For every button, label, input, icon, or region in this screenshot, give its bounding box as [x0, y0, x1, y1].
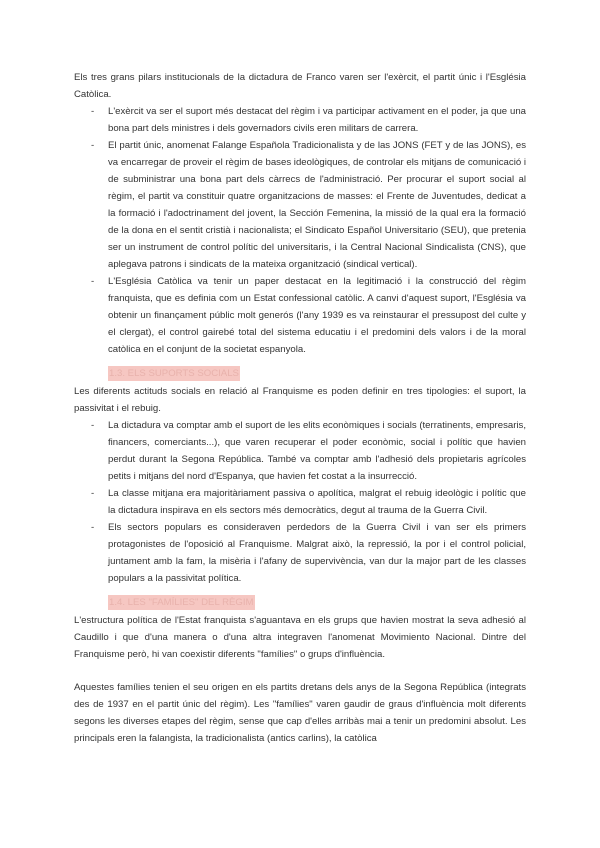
section-14-paragraph-1: L'estructura política de l'Estat franquista s'aguantava en els grups que havien mostrat la seva adhesió al Caudillo i que d'una manera o d'una altra integraven l'anomenat Movimiento Nacional. Dintre del Franquisme però, hi van coexistir diferents "famílies" o grups d'influència. — [74, 615, 526, 660]
section-heading-wrap — [74, 365, 526, 382]
section-13-intro: Les diferents actituds socials en relació al Franquisme es poden definir en tres tipologies: el suport, la passivitat i el rebuig. — [74, 386, 526, 414]
section-14-paragraph-2: Aquestes famílies tenien el seu origen en els partits dretans dels anys de la Segona República (integrats des de 1937 en el partit únic del règim). Les "famílies" varen gaudir de graus d'influència molt diferents segons les diverses etapes del règim, sense que cap d'elles arribàs mai a tenir un predomini absolut. Les principals eren la falangista, la tradicionalista (antics carlins), la catòlica — [74, 682, 526, 744]
list-item: - L'Església Catòlica va tenir un paper destacat en la legitimació i la construcció del règim franquista, que es definia com un Estat confessional catòlic. A canvi d'aquest suport, l'Església va obtenir un finançament públic molt generós (l'any 1939 es va reinstaurar el pressupost del culte y el clergat), el control gairebé total del sistema educatiu i el predomini dels valors i de la moral catòlica en el conjunt de la societat espanyola. — [74, 273, 526, 358]
pillars-list — [74, 103, 526, 358]
section-heading-wrap — [74, 594, 526, 611]
intro-paragraph: Els tres grans pilars institucionals de la dictadura de Franco varen ser l'exèrcit, el partit únic i l'Església Catòlica. — [74, 72, 526, 100]
list-item: - L'exèrcit va ser el suport més destacat del règim i va participar activament en el poder, ja que una bona part dels ministres i dels governadors civils eren militars de carrera. — [74, 103, 526, 137]
section-heading-families: 1.4. LES "FAMÍLIES" DEL RÈGIM — [109, 597, 254, 608]
list-item: - La classe mitjana era majoritàriament passiva o apolítica, malgrat el rebuig ideològic i polític que la dictadura inspirava en els sectors més democràtics, degut al trauma de la Guerra Civil. — [74, 485, 526, 519]
paragraph-gap — [74, 663, 526, 679]
list-item: - La dictadura va comptar amb el suport de les elits econòmiques i socials (terratinents, empresaris, financers, comerciants...), que varen recuperar el poder econòmic, social i polític que havien perdut durant la Segona República. També va comptar amb l'adhesió dels propietaris agrícoles petits i mitjans del nord d'Espanya, que havien fet costat a la insurrecció. — [74, 417, 526, 485]
list-item: - El partit únic, anomenat Falange Española Tradicionalista y de las JONS (FET y de las JONS), es va encarregar de proveir el règim de bases ideològiques, de controlar els mitjans de comunicació i de subministrar una bona part dels càrrecs de l'administració. Per procurar el suport social al règim, el partit va constituir quatre organitzacions de masses: el Frente de Juventudes, dedicat a la formació i l'adoctrinament del jovent, la Sección Femenina, la missió de la qual era la formació de la dona en el sentit cristià i nacionalista; el Sindicato Español Universitario (SEU), que pretenia ser un instrument de control polític del universitaris, i la Central Nacional Sindicalista (CNS), que aplegava patrons i sindicats de la mateixa organització (sindical vertical). — [74, 137, 526, 273]
suports-list — [74, 417, 526, 587]
list-item: - Els sectors populars es consideraven perdedors de la Guerra Civil i van ser els primers protagonistes de l'oposició al Franquisme. Malgrat això, la repressió, la por i el control policial, juntament amb la fam, la misèria i l'afany de supervivència, van dur la major part de les classes populars a la passivitat política. — [74, 519, 526, 587]
document-body — [74, 69, 526, 747]
section-heading-suports-socials: 1.3. ELS SUPORTS SOCIALS — [109, 368, 239, 379]
